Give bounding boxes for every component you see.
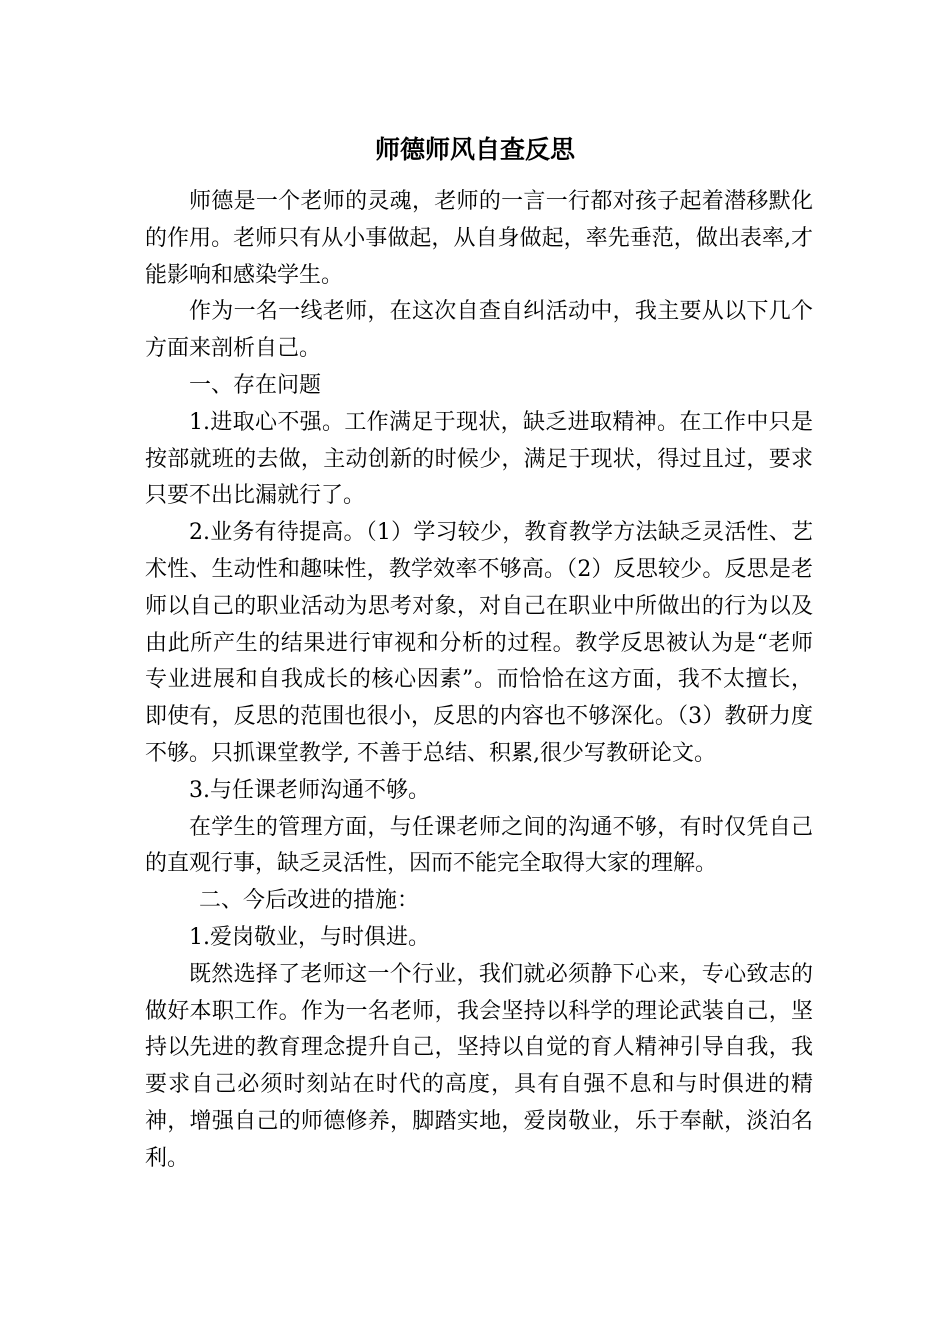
paragraph-purpose: 作为一名一线老师，在这次自查自纠活动中，我主要从以下几个方面来剖析自己。 <box>145 299 813 362</box>
section-heading-measures: 二、今后改进的措施： <box>199 888 420 914</box>
paragraph-measure-1-detail: 既然选择了老师这一个行业，我们就必须静下心来，专心致志的做好本职工作。作为一名老师，我会坚持以科学的理论武装自己，坚持以先进的教育理念提升自己，坚持以自觉的育人精神引导自我，我要求自己必须时刻站在时代的高度，具有自强不息和与时俱进的精神，增强自己的师德修养，脚踏实地，爱岗敬业，乐于奉献，淡泊名利。 <box>145 961 813 1171</box>
paragraph-problem-2: 2.业务有待提高。（1）学习较少，教育教学方法缺乏灵活性、艺术性、生动性和趣味性，教学效率不够高。（2）反思较少。反思是老师以自己的职业活动为思考对象，对自己在职业中所做出的行为以及由此所产生的结果进行审视和分析的过程。教学反思被认为是“老师专业进展和自我成长的核心因素”。而恰恰在这方面，我不太擅长，即使有，反思的范围也很小，反思的内容也不够深化。（3）教研力度不够。只抓课堂教学, 不善于总结、积累,很少写教研论文。 <box>145 520 813 766</box>
paragraph-problem-3-detail: 在学生的管理方面，与任课老师之间的沟通不够，有时仅凭自己的直观行事，缺乏灵活性，因而不能完全取得大家的理解。 <box>145 814 813 877</box>
document-title: 师德师风自查反思 <box>374 135 575 164</box>
paragraph-intro: 师德是一个老师的灵魂，老师的一言一行都对孩子起着潜移默化的作用。老师只有从小事做起，从自身做起，率先垂范，做出表率,才能影响和感染学生。 <box>145 189 813 288</box>
paragraph-problem-3-heading: 3.与任课老师沟通不够。 <box>189 777 430 803</box>
document-body <box>145 184 813 1178</box>
paragraph-problem-1: 1.进取心不强。工作满足于现状，缺乏进取精神。在工作中只是按部就班的去做，主动创新的时候少，满足于现状，得过且过，要求只要不出比漏就行了。 <box>145 409 813 509</box>
paragraph-measure-1-heading: 1.爱岗敬业，与时俱进。 <box>189 924 430 950</box>
section-heading-problems: 一、存在问题 <box>189 372 322 398</box>
